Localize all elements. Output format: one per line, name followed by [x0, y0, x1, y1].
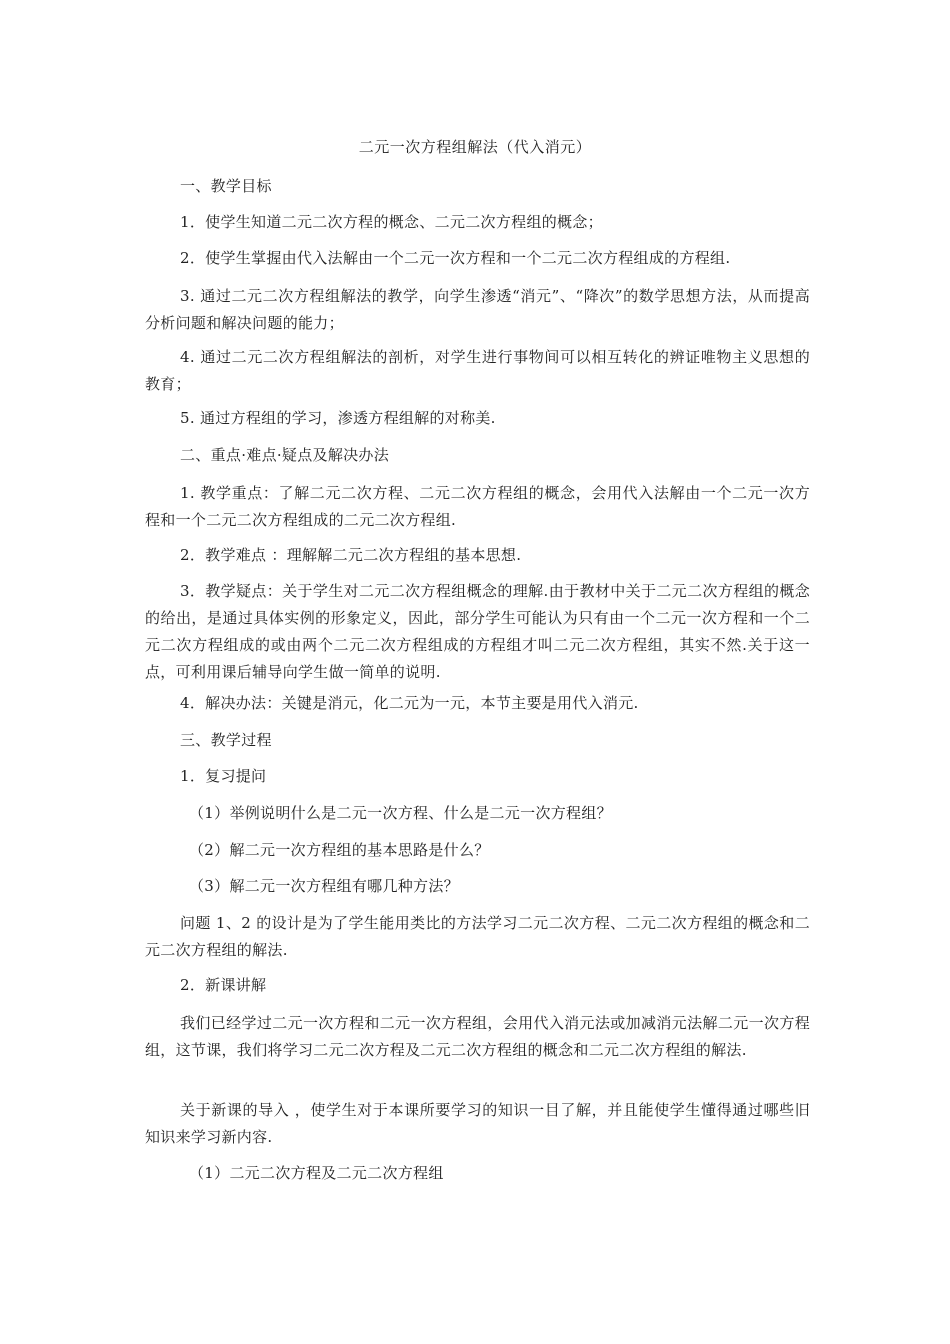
section-heading-objectives: 一、教学目标 — [180, 177, 272, 195]
document-title: 二元一次方程组解法（代入消元） — [358, 138, 592, 156]
review-question-3: （3）解二元一次方程组有哪几种方法？ — [189, 877, 459, 895]
process-step-review: 1．复习提问 — [180, 767, 267, 785]
objective-item-5: 5. 通过方程组的学习，渗透方程组解的对称美. — [180, 409, 496, 427]
objective-item-1: 1．使学生知道二元二次方程的概念、二元二次方程组的概念； — [180, 213, 603, 231]
review-question-1: （1）举例说明什么是二元一次方程、什么是二元一次方程组？ — [189, 804, 612, 822]
key-point-item-3: 3．教学疑点：关于学生对二元二次方程组概念的理解.由于教材中关于二元二次方程组的概念的给出，是通过具体实例的形象定义，因此，部分学生可能认为只有由一个二元一次方程和一个二元二次方程组成的或由两个二元二次方程组成的方程组才叫二元二次方程组，其实不然.关于这一点，可利用课后辅导向学生做一简单的说明. — [145, 582, 810, 681]
process-step-new-lesson: 2．新课讲解 — [180, 976, 267, 994]
objective-item-2: 2．使学生掌握由代入法解由一个二元一次方程和一个二元二次方程组成的方程组. — [180, 249, 731, 267]
section-heading-process: 三、教学过程 — [180, 731, 272, 749]
subsection-heading-quadratic-system: （1）二元二次方程及二元二次方程组 — [189, 1164, 444, 1182]
objective-item-3: 3. 通过二元二次方程组解法的教学，向学生渗透“消元”、“降次”的数学思想方法，从而提高分析问题和解决问题的能力； — [145, 287, 810, 332]
question-design-note: 问题 1、2 的设计是为了学生能用类比的方法学习二元二次方程、二元二次方程组的概念和二元二次方程组的解法. — [145, 914, 810, 959]
key-point-item-2: 2．教学难点 ：理解解二元二次方程组的基本思想. — [180, 546, 522, 564]
key-point-item-1: 1. 教学重点：了解二元二次方程、二元二次方程组的概念，会用代入法解由一个二元一次方程和一个二元二次方程组成的二元二次方程组. — [145, 484, 810, 529]
objective-item-4: 4. 通过二元二次方程组解法的剖析，对学生进行事物间可以相互转化的辨证唯物主义思想的教育； — [145, 348, 810, 393]
new-lesson-lead-in: 关于新课的导入 ，使学生对于本课所要学习的知识一目了解，并且能使学生懂得通过哪些旧知识来学习新内容. — [145, 1101, 810, 1146]
new-lesson-intro: 我们已经学过二元一次方程和二元一次方程组，会用代入消元法或加减消元法解二元一次方程组，这节课，我们将学习二元二次方程及二元二次方程组的概念和二元二次方程组的解法. — [145, 1014, 810, 1059]
review-question-2: （2）解二元一次方程组的基本思路是什么？ — [189, 841, 490, 859]
key-point-item-4: 4．解决办法：关键是消元，化二元为一元，本节主要是用代入消元. — [180, 694, 639, 712]
section-heading-key-points: 二、重点·难点·疑点及解决办法 — [180, 446, 390, 464]
